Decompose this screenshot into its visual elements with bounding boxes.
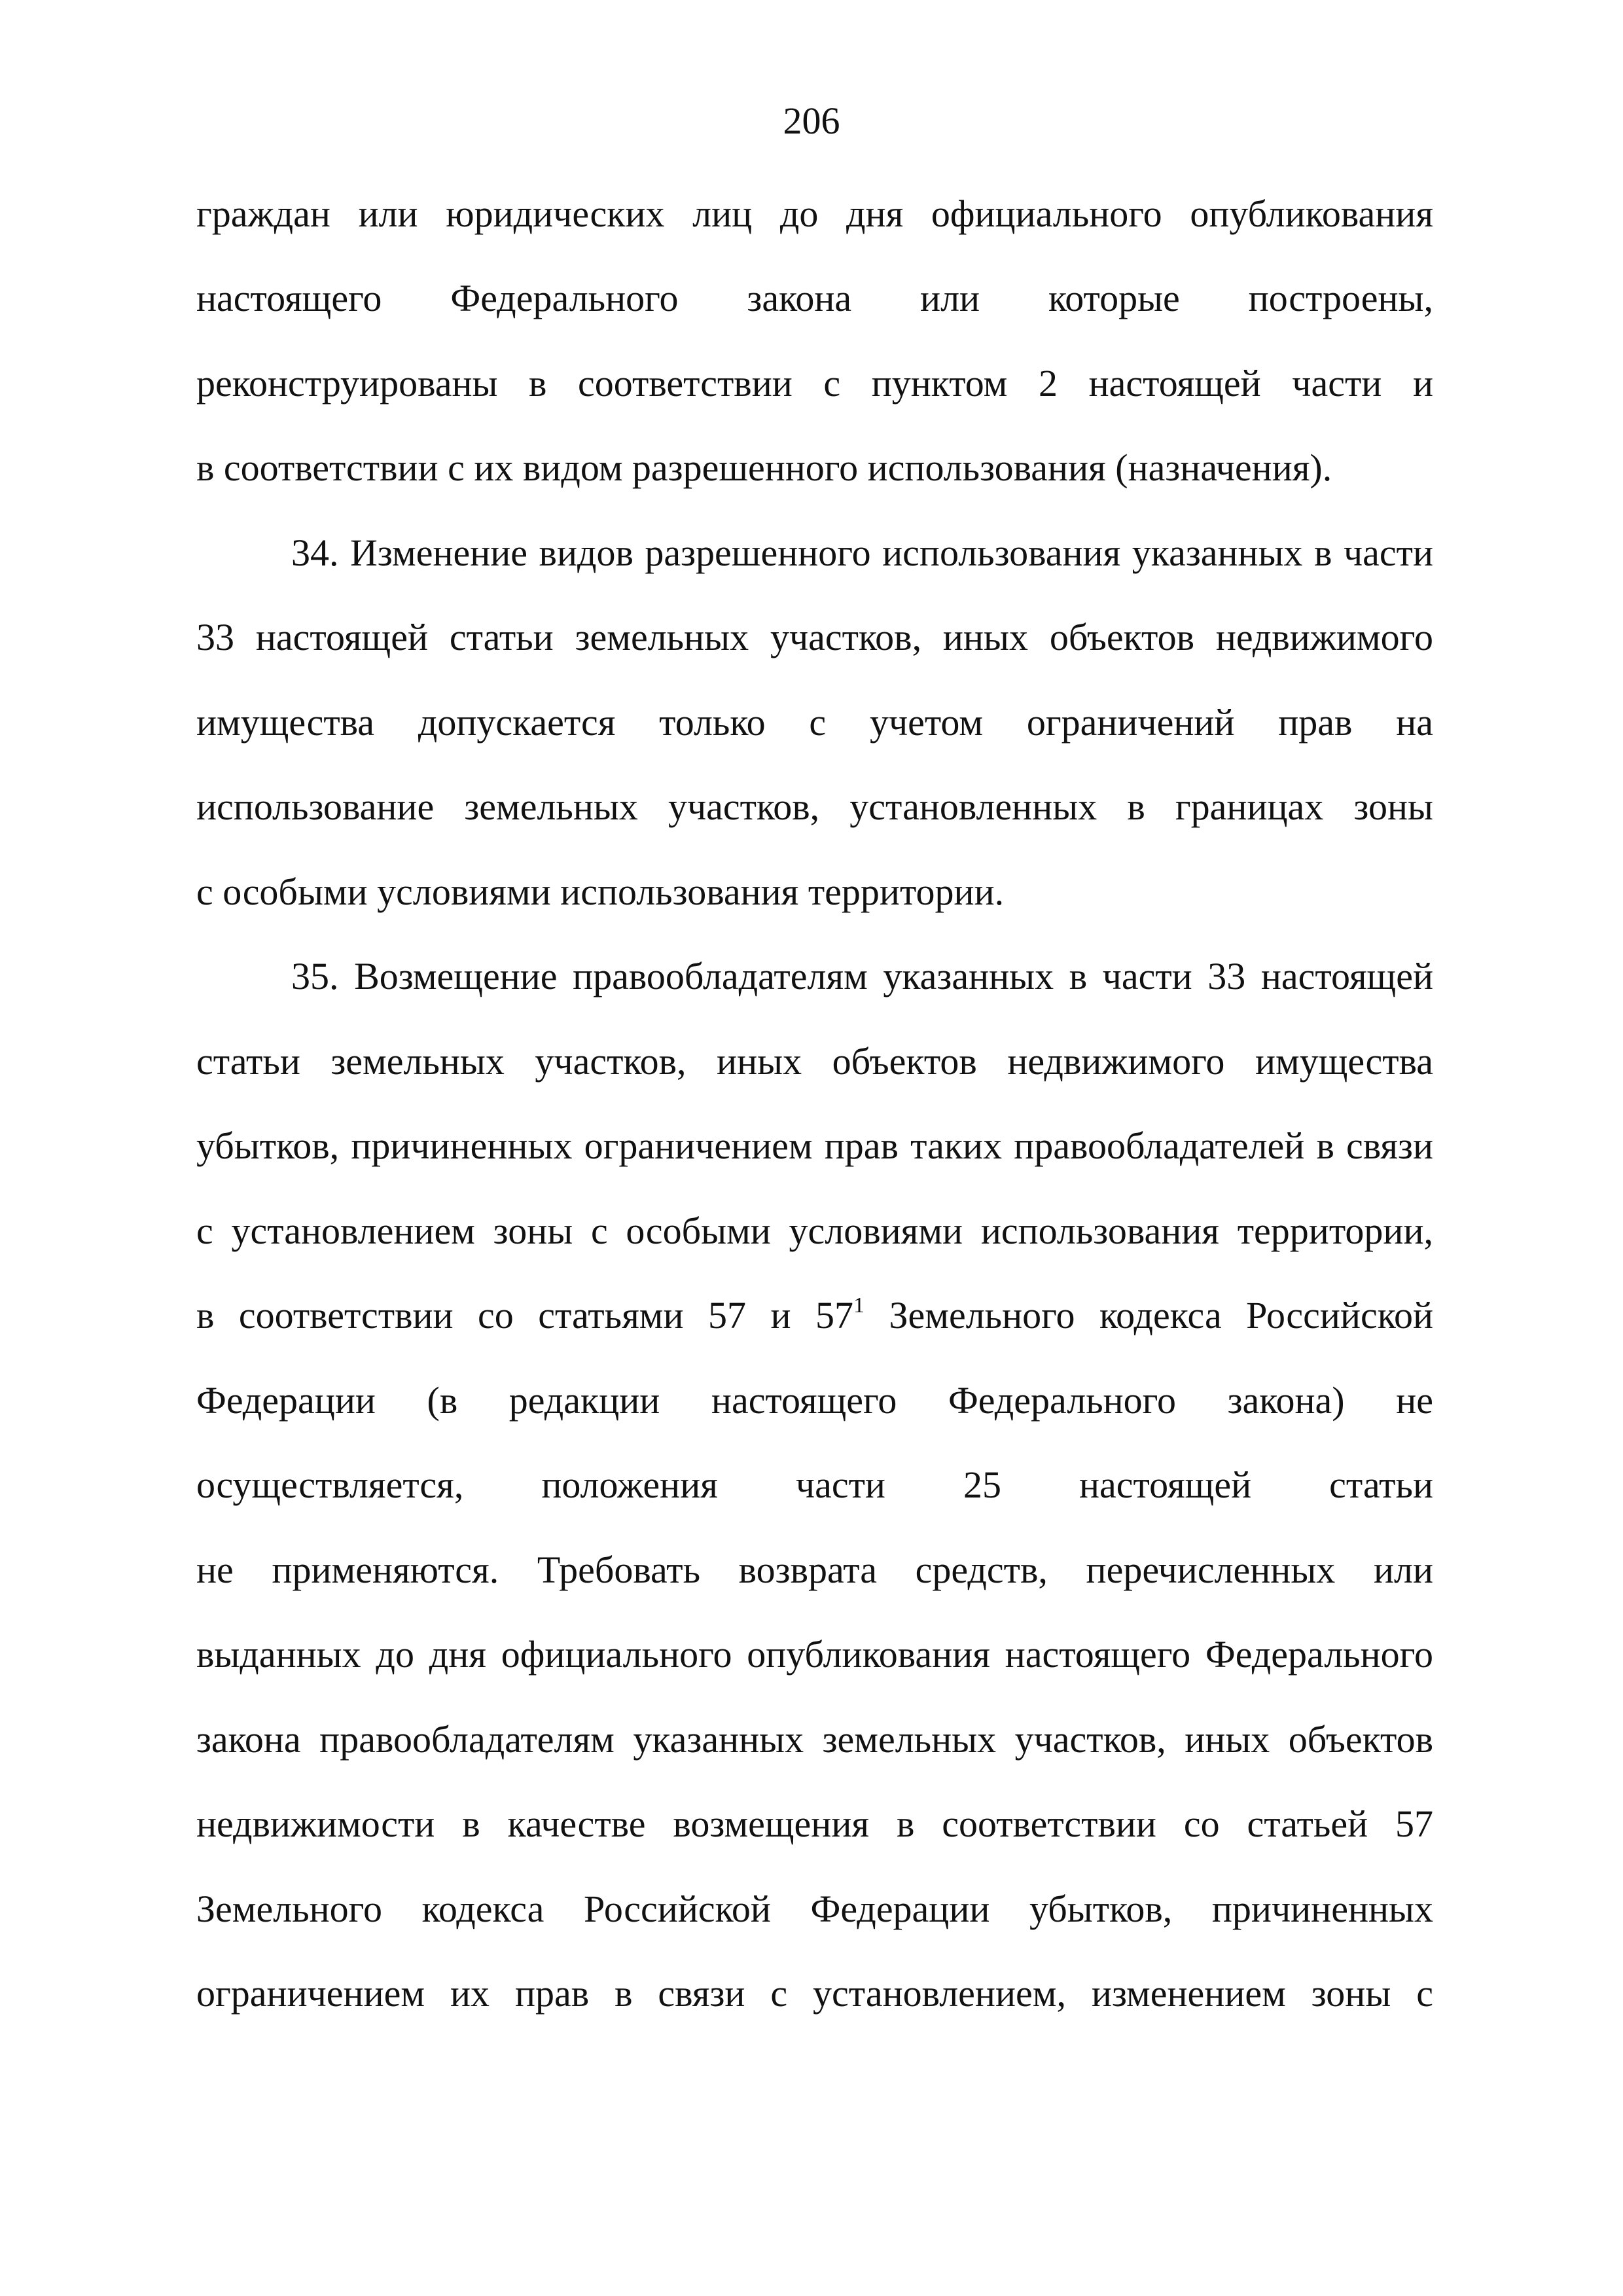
text-line: статьи земельных участков, иных объектов недвижимого имущества: [196, 1040, 1433, 1083]
text-line: имущества допускается только с учетом ограничений прав на: [196, 701, 1433, 744]
text-line: использование земельных участков, установленных в границах зоны: [196, 785, 1433, 828]
paragraph-35-first-line: 35. Возмещение правообладателям указанных в части 33 настоящей: [291, 955, 1433, 997]
text-line: закона правообладателям указанных земельных участков, иных объектов: [196, 1718, 1433, 1761]
line-text-tail: Земельного кодекса Российской: [864, 1294, 1434, 1336]
text-line: ограничением их прав в связи с установлением, изменением зоны с: [196, 1972, 1433, 2015]
text-line: Федерации (в редакции настоящего Федерального закона) не: [196, 1379, 1433, 1422]
text-line: не применяются. Требовать возврата средств, перечисленных или: [196, 1549, 1433, 1591]
text-line: граждан или юридических лиц до дня официального опубликования: [196, 192, 1433, 235]
text-line: убытков, причиненных ограничением прав таких правообладателей в связи: [196, 1124, 1433, 1167]
paragraph-34-first-line: 34. Изменение видов разрешенного использования указанных в части: [291, 531, 1433, 574]
text-line: в соответствии с их видом разрешенного использования (назначения).: [196, 446, 1332, 489]
text-line: с установлением зоны с особыми условиями использования территории,: [196, 1210, 1433, 1252]
superscript: 1: [853, 1293, 865, 1318]
text-line: настоящего Федерального закона или которые построены,: [196, 277, 1433, 319]
text-line: Земельного кодекса Российской Федерации убытков, причиненных: [196, 1888, 1433, 1930]
text-line: 33 настоящей статьи земельных участков, иных объектов недвижимого: [196, 616, 1433, 658]
text-line: реконструированы в соответствии с пунктом 2 настоящей части и: [196, 362, 1433, 404]
text-line: выданных до дня официального опубликования настоящего Федерального: [196, 1633, 1433, 1676]
text-line: с особыми условиями использования территории.: [196, 870, 1005, 913]
text-line: недвижимости в качестве возмещения в соответствии со статьей 57: [196, 1803, 1433, 1845]
line-text: в соответствии со статьями 57 и 57: [196, 1294, 853, 1336]
text-line-with-superscript: [196, 1293, 1433, 1338]
text-line: осуществляется, положения части 25 настоящей статьи: [196, 1463, 1433, 1506]
page-number: 206: [783, 99, 840, 142]
